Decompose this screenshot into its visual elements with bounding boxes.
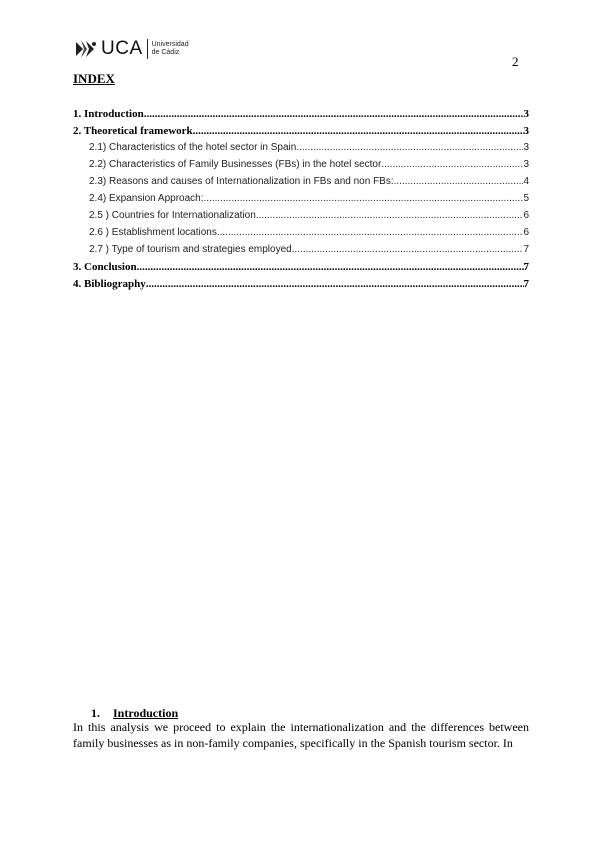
logo-subtitle-line: de Cádiz bbox=[151, 49, 180, 56]
toc-entry[interactable] bbox=[73, 176, 529, 193]
toc-entry-page: 7 bbox=[523, 244, 529, 255]
university-logo bbox=[74, 36, 189, 62]
page-number: 2 bbox=[512, 54, 519, 69]
toc-entry[interactable] bbox=[73, 227, 529, 244]
logo-subtitle-line: Universidad bbox=[151, 41, 189, 48]
toc-entry[interactable] bbox=[73, 108, 529, 125]
toc-entry-label: 2.6 ) Establishment locations bbox=[89, 227, 217, 238]
toc-entry-page: 5 bbox=[523, 193, 529, 204]
toc-dot-leader bbox=[193, 125, 524, 137]
toc-entry-page: 6 bbox=[523, 210, 529, 221]
index-title: INDEX bbox=[73, 71, 115, 86]
toc-entry-page: 3 bbox=[523, 125, 529, 137]
toc-entry-label: 2. Theoretical framework bbox=[73, 125, 193, 137]
toc-dot-leader bbox=[292, 244, 524, 255]
toc-entry[interactable] bbox=[73, 210, 529, 227]
logo-subtitle bbox=[152, 41, 189, 57]
toc-entry[interactable] bbox=[73, 125, 529, 142]
toc-dot-leader bbox=[144, 108, 524, 120]
university-emblem-icon bbox=[74, 38, 98, 60]
toc-entry-page: 3 bbox=[523, 159, 529, 170]
toc-entry-label: 2.4) Expansion Approach: bbox=[89, 193, 204, 204]
toc-entry-label: 1. Introduction bbox=[73, 108, 144, 120]
toc-entry[interactable] bbox=[73, 142, 529, 159]
toc-dot-leader bbox=[146, 278, 524, 290]
toc-entry[interactable] bbox=[73, 244, 529, 261]
toc-entry-page: 3 bbox=[523, 142, 529, 153]
toc-entry-page: 6 bbox=[523, 227, 529, 238]
toc-dot-leader bbox=[137, 261, 524, 273]
toc-dot-leader bbox=[296, 142, 523, 153]
toc-entry-label: 2.1) Characteristics of the hotel sector in Spain bbox=[89, 142, 297, 153]
body-paragraph: In this analysis we proceed to explain the internationalization and the differences between family businesses as in non-family companies, specifically in the Spanish tourism sector. In bbox=[73, 720, 529, 750]
toc-entry[interactable] bbox=[73, 278, 529, 295]
section-number: 1. bbox=[91, 706, 100, 720]
toc-dot-leader bbox=[394, 176, 524, 187]
toc-entry-label: 4. Bibliography bbox=[73, 278, 146, 290]
toc-entry-label: 2.5 ) Countries for Internationalization bbox=[89, 210, 256, 221]
toc-entry[interactable] bbox=[73, 193, 529, 210]
toc-entry-page: 4 bbox=[523, 176, 529, 187]
toc-entry-label: 2.2) Characteristics of Family Businesses (FBs) in the hotel sector bbox=[89, 159, 382, 170]
toc-entry-page: 7 bbox=[523, 278, 529, 290]
logo-text: UCA bbox=[101, 38, 143, 59]
toc-entry-label: 3. Conclusion bbox=[73, 261, 137, 273]
toc-dot-leader bbox=[256, 210, 524, 221]
section-title: Introduction bbox=[113, 706, 179, 720]
toc-dot-leader bbox=[217, 227, 524, 238]
logo-divider bbox=[147, 39, 148, 59]
toc-entry-page: 7 bbox=[523, 261, 529, 273]
toc-dot-leader bbox=[381, 159, 523, 170]
table-of-contents bbox=[73, 108, 529, 295]
toc-entry[interactable] bbox=[73, 261, 529, 278]
toc-entry[interactable] bbox=[73, 159, 529, 176]
toc-entry-page: 3 bbox=[523, 108, 529, 120]
toc-entry-label: 2.7 ) Type of tourism and strategies employed bbox=[89, 244, 292, 255]
toc-dot-leader bbox=[204, 193, 524, 204]
toc-entry-label: 2.3) Reasons and causes of Internationalization in FBs and non FBs: bbox=[89, 176, 394, 187]
